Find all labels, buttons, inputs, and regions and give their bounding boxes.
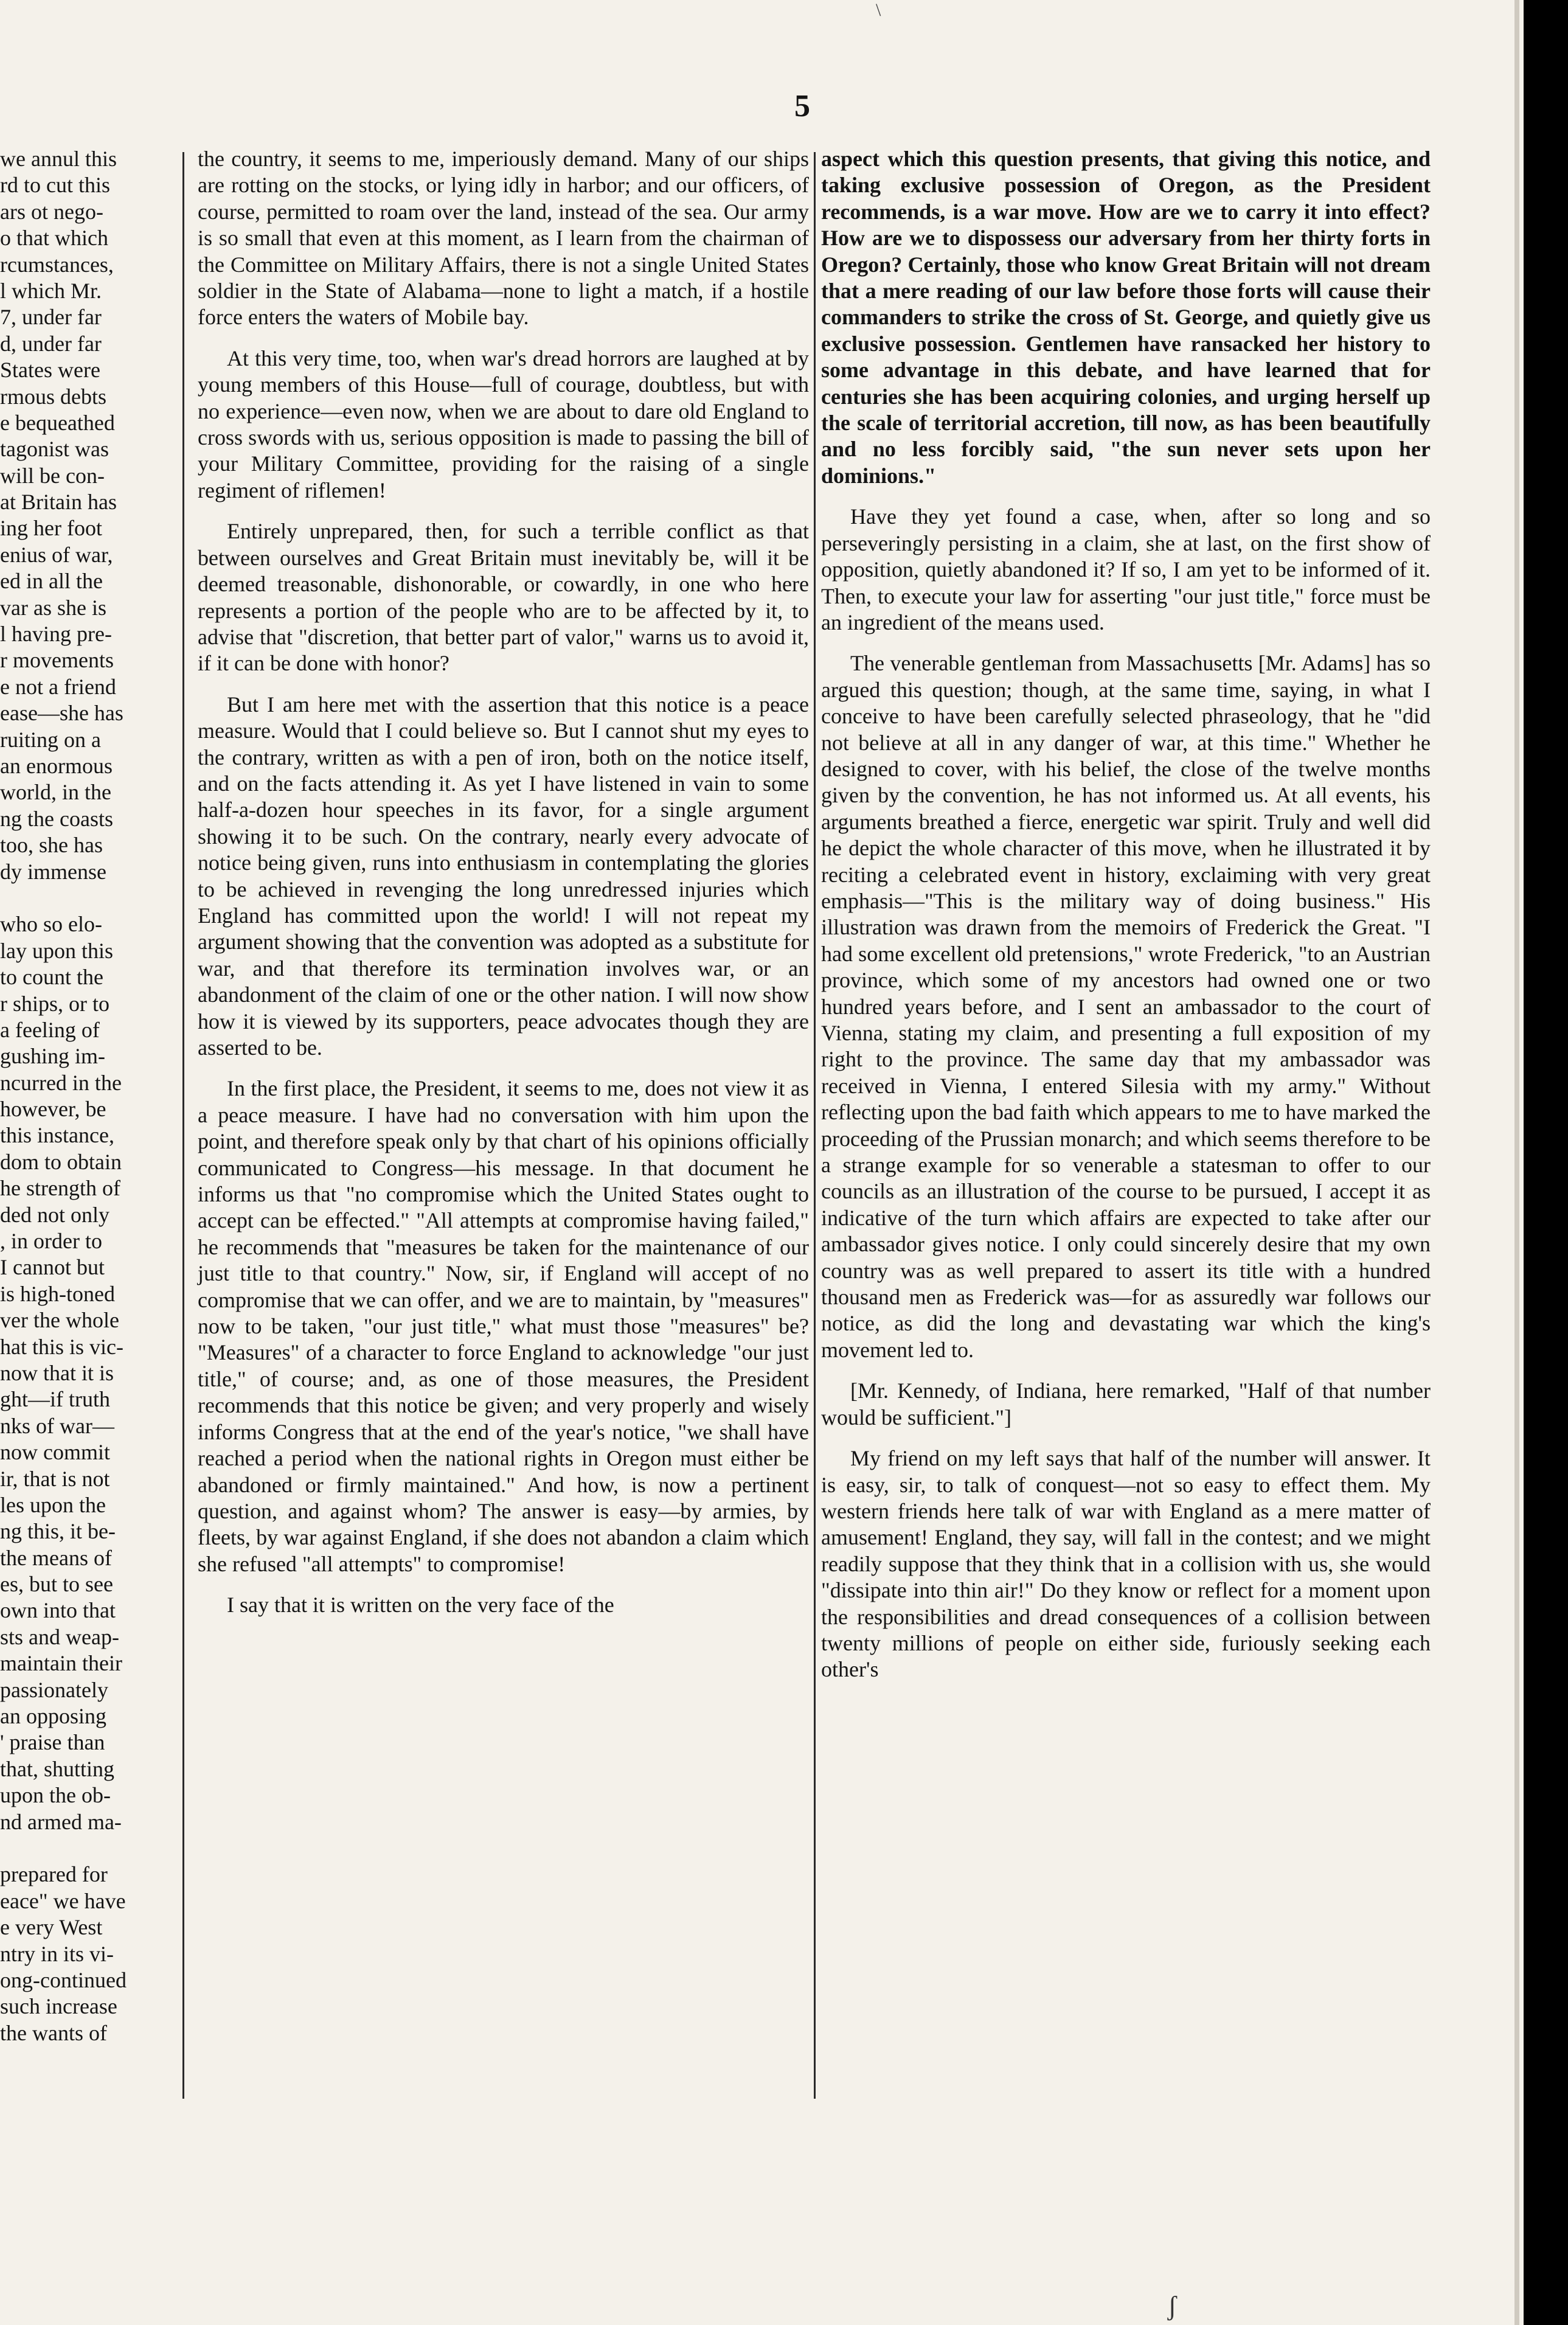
line-fragment: rcumstances, — [0, 252, 114, 277]
right-column — [821, 146, 1431, 1698]
line-fragment: an opposing — [0, 1704, 106, 1729]
line-fragment: nks of war— — [0, 1413, 114, 1438]
line-fragment: ng this, it be- — [0, 1519, 116, 1544]
line-fragment: prepared for — [0, 1862, 108, 1887]
line-fragment: too, she has — [0, 833, 103, 858]
line-fragment: an enormous — [0, 753, 113, 778]
line-fragment: ruiting on a — [0, 727, 101, 752]
line-fragment: at Britain has — [0, 490, 117, 515]
line-fragment: this instance, — [0, 1123, 114, 1148]
line-fragment: rd to cut this — [0, 173, 110, 198]
line-fragment: ' praise than — [0, 1730, 105, 1755]
line-fragment: own into that — [0, 1598, 116, 1623]
line-fragment: ease—she has — [0, 701, 123, 726]
line-fragment: ars ot nego- — [0, 199, 103, 224]
line-fragment: ver the whole — [0, 1308, 119, 1333]
paragraph: Have they yet found a case, when, after so long and so perseveringly persisting in a claim, she at last, on the first show of opposition, quietly abandoned it? If so, I am yet to be informed of it. Then, to execute your law for asserting "our just title," force must be an ingredient of the means used. — [821, 504, 1431, 634]
paragraph: The venerable gentleman from Massachusetts [Mr. Adams] has so argued this question; though, at the same time, saying, in what I conceive to have been carefully selected phraseology, that he "did not believe at all in any danger of war, at this time." Whether he designed to cover, with his belief, the close of the twelve months given by the convention, he has not informed us. At all events, his arguments breathed a fierce, energetic war spirit. Truly and well did he depict the whole character of this move, when he illustrated it by reciting a celebrated event in history, exclaiming with very great emphasis—"This is the military way of doing business." His illustration was drawn from the memoirs of Frederick the Great. "I had some excellent old pretensions," wrote Frederick, "to an Austrian province, which some of my ancestors had owned one or two hundred years before, and I sent an ambassador to the court of Vienna, stating my claim, and presenting a full exposition of my right to the province. The same day that my ambassador was received in Vienna, I entered Silesia with my army." Without reflecting upon the bad faith which appears to me to have marked the proceeding of the Prussian monarch; and which seems therefore to be a strange example for so venerable a statesman to offer to our councils as an illustration of the course to be pursued, I accept it as indicative of the turn which affairs are expected to take after our ambassador gives notice. I only could sincerely desire that my own country was as well prepared to assert its title with a hundred thousand men as Frederick was—for as assuredly war follows our notice, as did the long and devastating war which the king's movement led to. — [821, 651, 1431, 1362]
page-edge — [1514, 0, 1519, 2325]
line-fragment: dy immense — [0, 859, 106, 884]
line-fragment: les upon the — [0, 1492, 106, 1517]
paragraph: I say that it is written on the very face of the — [227, 1593, 614, 1618]
line-fragment: r ships, or to — [0, 991, 109, 1016]
line-fragment: nd armed ma- — [0, 1809, 122, 1834]
line-fragment: var as she is — [0, 595, 106, 620]
line-fragment: e not a friend — [0, 674, 116, 699]
line-fragment: dom to obtain — [0, 1149, 122, 1174]
line-fragment: maintain their — [0, 1651, 122, 1676]
line-fragment: l having pre- — [0, 622, 112, 647]
line-fragment: ded not only — [0, 1202, 109, 1227]
line-fragment — [0, 1835, 159, 1861]
line-fragment: es, but to see — [0, 1572, 113, 1597]
line-fragment: l which Mr. — [0, 278, 102, 303]
line-fragment: e very West — [0, 1915, 103, 1940]
paragraph: My friend on my left says that half of the number will answer. It is easy, sir, to talk of conquest—not so easy to effect them. My western friends here talk of war with England as a mere matter of amusement! England, they say, will fall in the contest; and we might readily suppose that they think that in a collision with us, she would "dissipate into thin air!" Do they know or reflect for a moment upon the responsibilities and dread consequences of a collision between twenty millions of people on either side, furiously seeking each other's — [821, 1446, 1431, 1682]
paragraph: aspect which this question presents, that giving this notice, and taking exclusive possession of Oregon, as the President recommends, is a war move. How are we to carry it into effect? How are we to dispossess our adversary from her thirty forts in Oregon? Certainly, those who know Great Britain will not dream that a mere reading of our law before those forts will cause their commanders to strike the cross of St. George, and quietly give us exclusive possession. Gentlemen have ransacked her history to some advantage in this debate, and have learned that for centuries she has been acquiring colonies, and urging herself up the scale of territorial accretion, till now, as has been beautifully and no less forcibly said, "the sun never sets upon her dominions." — [821, 147, 1431, 488]
line-fragment: is high-toned — [0, 1281, 115, 1306]
line-fragment: upon the ob- — [0, 1783, 111, 1808]
line-fragment: d, under far — [0, 331, 102, 356]
line-fragment: gushing im- — [0, 1044, 106, 1069]
line-fragment — [0, 885, 159, 911]
line-fragment: I cannot but — [0, 1255, 105, 1280]
line-fragment: ong-continued — [0, 1967, 127, 1992]
line-fragment: ng the coasts — [0, 806, 113, 831]
line-fragment: eace" we have — [0, 1888, 126, 1913]
line-fragment: lay upon this — [0, 938, 113, 963]
page-number: 5 — [794, 89, 810, 123]
line-fragment: we annul this — [0, 147, 117, 171]
line-fragment: , in order to — [0, 1229, 102, 1254]
left-column-fragments — [0, 146, 159, 2046]
line-fragment: such increase — [0, 1994, 117, 2019]
scan-mark-top: \ — [876, 0, 881, 20]
paragraph: [Mr. Kennedy, of Indiana, here remarked, "Half of that number would be sufficient."] — [821, 1378, 1431, 1430]
column-rule — [182, 152, 184, 2099]
line-fragment: will be con- — [0, 463, 105, 488]
line-fragment: that, shutting — [0, 1756, 114, 1781]
line-fragment: hat this is vic- — [0, 1334, 123, 1359]
line-fragment: o that which — [0, 226, 108, 251]
middle-column — [198, 146, 809, 1633]
line-fragment: tagonist was — [0, 437, 109, 462]
line-fragment: now that it is — [0, 1360, 114, 1385]
line-fragment: ing her foot — [0, 516, 102, 541]
line-fragment: 7, under far — [0, 305, 102, 330]
line-fragment: ncurred in the — [0, 1070, 122, 1095]
line-fragment: r movements — [0, 648, 114, 673]
paragraph: Entirely unprepared, then, for such a terrible conflict as that between ourselves and Great Britain must inevitably be, will it be deemed treasonable, dishonorable, or cowardly, in one who here represents a portion of the people who are to be affected by it, to advise that "discretion, that better part of valor," warns us to avoid it, if it can be done with honor? — [198, 519, 809, 676]
paragraph: But I am here met with the assertion that this notice is a peace measure. Would that I could believe so. But I cannot shut my eyes to the contrary, written as with a pen of iron, both on the notice itself, and on the facts attending it. As yet I have listened in vain to some half-a-dozen hour speeches in its favor, for a single argument showing it to be such. On the contrary, nearly every advocate of notice being given, runs into enthusiasm in contemplating the glories to be achieved in revenging the long unredressed injuries which England has committed upon the world! I will not repeat my argument showing that the convention was adopted as a substitute for war, and that therefore its termination involves war, or an abandonment of the claim of one or the other nation. I will now show how it is viewed by its supporters, peace advocates though they are asserted to be. — [198, 692, 809, 1060]
column-rule — [814, 152, 816, 2099]
line-fragment: however, be — [0, 1097, 106, 1122]
line-fragment: world, in the — [0, 780, 111, 805]
line-fragment: a feeling of — [0, 1017, 100, 1042]
line-fragment: ntry in its vi- — [0, 1941, 114, 1966]
line-fragment: ed in all the — [0, 569, 103, 594]
scan-mark-bottom: ʃ — [1168, 2291, 1177, 2321]
paragraph: At this very time, too, when war's dread horrors are laughed at by young members of this House—full of courage, doubtless, but with no experience—even now, when we are about to dare old England to cross swords with us, serious opposition is made to passing the bill of your Military Committee, providing for the raising of a single regiment of riflemen! — [198, 346, 809, 502]
line-fragment: passionately — [0, 1677, 108, 1702]
line-fragment: who so elo- — [0, 912, 102, 937]
line-fragment: the means of — [0, 1545, 112, 1570]
paragraph: the country, it seems to me, imperiously demand. Many of our ships are rotting on the stocks, or lying idly in harbor; and our officers, of course, permitted to roam over the land, instead of the sea. Our army is so small that even at this moment, as I learn from the chairman of the Committee on Military Affairs, there is not a single United States soldier in the State of Alabama—none to light a match, if a hostile force enters the waters of Mobile bay. — [198, 147, 809, 330]
line-fragment: States were — [0, 358, 100, 383]
line-fragment: ght—if truth — [0, 1387, 110, 1412]
paragraph: In the first place, the President, it seems to me, does not view it as a peace measure. I have had no conversation with him upon the point, and therefore speak only by that chart of his opinions officially communicated to Congress—his message. In that document he informs us that "no compromise which the United States ought to accept can be effected." "All attempts at compromise having failed," he recommends that "measures be taken for the maintenance of our just title to that country." Now, sir, if England will accept of no compromise that we can offer, and we are to maintain, by "measures" now to be taken, "our just title," what must those "measures" be? "Measures" of a character to force England to acknowledge "our just title," of course; and, as one of those measures, the President recommends that this notice be given; and very properly and wisely informs Congress that at the end of the year's notice, "we shall have reached a period when the national rights in Oregon must either be abandoned or firmly maintained." And how, is now a pertinent question, and against whom? The answer is easy—by armies, by fleets, by war against England, if she does not abandon a claim which she refused "all attempts" to compromise! — [198, 1076, 809, 1576]
line-fragment: the wants of — [0, 2020, 107, 2045]
line-fragment: e bequeathed — [0, 410, 115, 435]
line-fragment: he strength of — [0, 1176, 120, 1201]
line-fragment: now commit — [0, 1440, 110, 1465]
line-fragment: rmous debts — [0, 384, 106, 409]
line-fragment: enius of war, — [0, 542, 113, 567]
line-fragment: ir, that is not — [0, 1466, 110, 1491]
line-fragment: to count the — [0, 965, 103, 990]
line-fragment: sts and weap- — [0, 1624, 119, 1649]
